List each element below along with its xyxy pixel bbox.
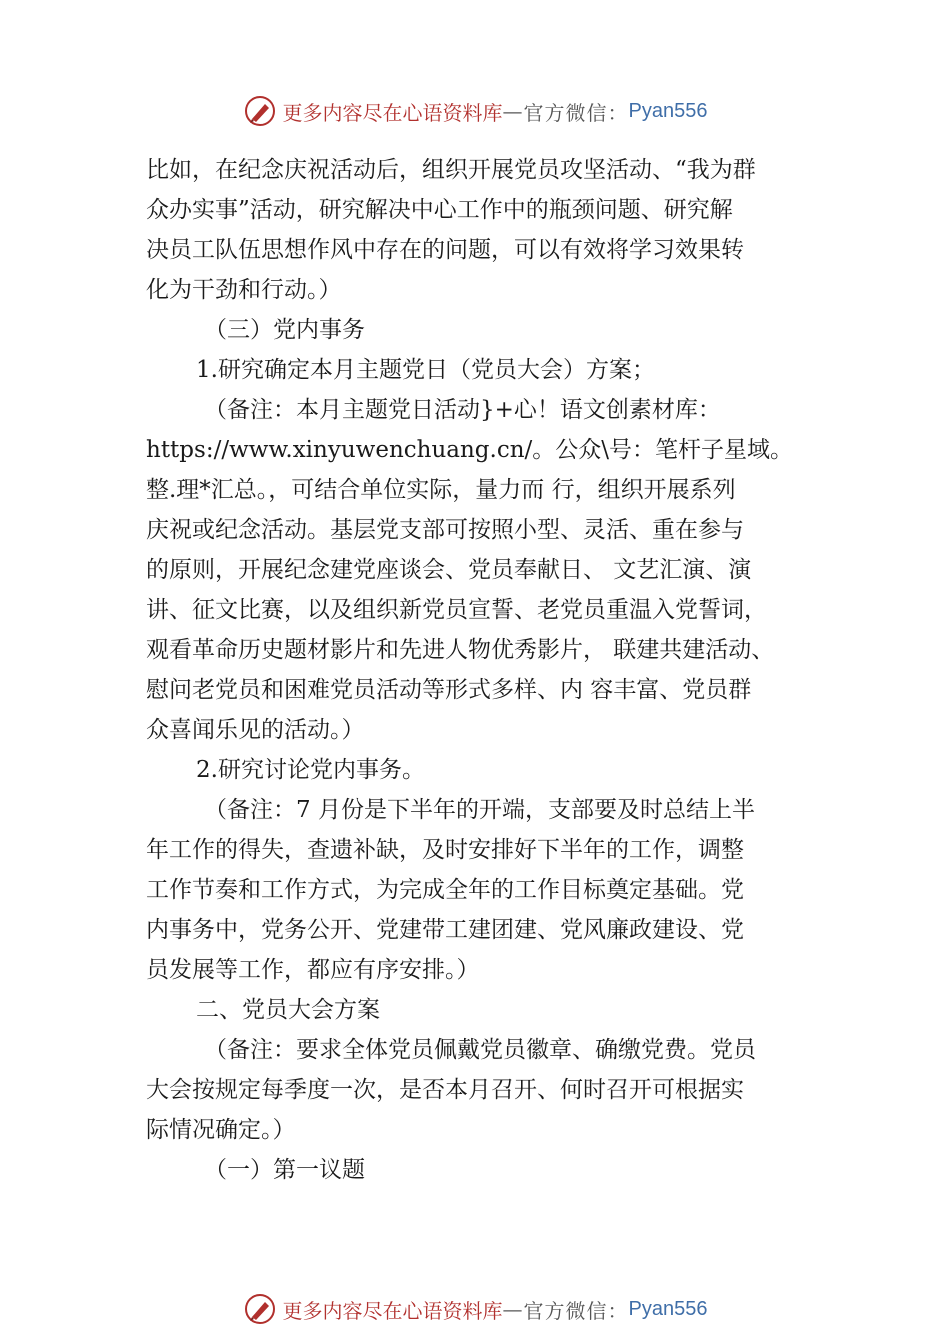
document-body — [146, 150, 846, 1190]
watermark-dash: — — [502, 1297, 524, 1321]
text-line: 比如，在纪念庆祝活动后，组织开展党员攻坚活动、“我为群 — [146, 157, 756, 183]
header-watermark — [0, 94, 950, 128]
text-line: 内事务中，党务公开、党建带工建团建、党风廉政建设、党 — [146, 917, 744, 943]
watermark-gray-text: 官方微信： — [523, 1298, 629, 1323]
section-heading: （一）第一议题 — [204, 1157, 365, 1183]
text-line: 观看革命历史题材影片和先进人物优秀影片， 联建共建活动、 — [146, 637, 775, 663]
text-line: 庆祝或纪念活动。基层党支部可按照小型、灵活、重在参与 — [146, 517, 744, 543]
text-line: 慰问老党员和困难党员活动等形式多样、内 容丰富、党员群 — [146, 677, 752, 703]
pen-nib-logo-icon — [243, 1292, 277, 1326]
text-line: 际情况确定。） — [146, 1117, 296, 1143]
pen-nib-logo-icon — [243, 94, 277, 128]
text-line: 化为干劲和行动。） — [146, 277, 342, 303]
watermark-gray-text: 官方微信： — [523, 100, 629, 125]
text-line: 2.研究讨论党内事务。 — [196, 757, 425, 783]
section-heading: 二、党员大会方案 — [196, 997, 380, 1023]
section-heading: （三）党内事务 — [204, 317, 365, 343]
text-line: （备注：要求全体党员佩戴党员徽章、确缴党费。党员 — [204, 1037, 756, 1063]
text-line: 决员工队伍思想作风中存在的问题，可以有效将学习效果转 — [146, 237, 744, 263]
footer-watermark — [0, 1292, 950, 1326]
text-line: 众办实事”活动，研究解决中心工作中的瓶颈问题、研究解 — [146, 197, 733, 223]
text-line: 年工作的得失，查遗补缺，及时安排好下半年的工作，调整 — [146, 837, 744, 863]
text-line: 大会按规定每季度一次，是否本月召开、何时召开可根据实 — [146, 1077, 744, 1103]
text-line: 工作节奏和工作方式，为完成全年的工作目标奠定基础。党 — [146, 877, 744, 903]
text-line: （备注：7 月份是下半年的开端，支部要及时总结上半 — [204, 797, 755, 823]
text-line: 整.理*汇总。，可结合单位实际，量力而 行，组织开展系列 — [146, 477, 736, 503]
text-line: 的原则，开展纪念建党座谈会、党员奉献日、 文艺汇演、演 — [146, 557, 752, 583]
text-line: 讲、征文比赛，以及组织新党员宣誓、老党员重温入党誓词， — [146, 597, 767, 623]
watermark-blue-text: Pyan556 — [628, 1297, 708, 1320]
watermark-red-text: 更多内容尽在心语资料库 — [282, 1298, 503, 1323]
text-line: 员发展等工作，都应有序安排。） — [146, 957, 480, 983]
text-line: 众喜闻乐见的活动。） — [146, 717, 365, 743]
watermark-dash: — — [502, 99, 524, 123]
text-line: （备注：本月主题党日活动}+心！语文创素材库： — [204, 397, 721, 423]
watermark-blue-text: Pyan556 — [628, 99, 708, 122]
watermark-red-text: 更多内容尽在心语资料库 — [282, 100, 503, 125]
text-line: 1.研究确定本月主题党日（党员大会）方案； — [196, 357, 655, 383]
text-line: https://www.xinyuwenchuang.cn/。公众\号：笔杆子星域。 — [146, 437, 794, 463]
